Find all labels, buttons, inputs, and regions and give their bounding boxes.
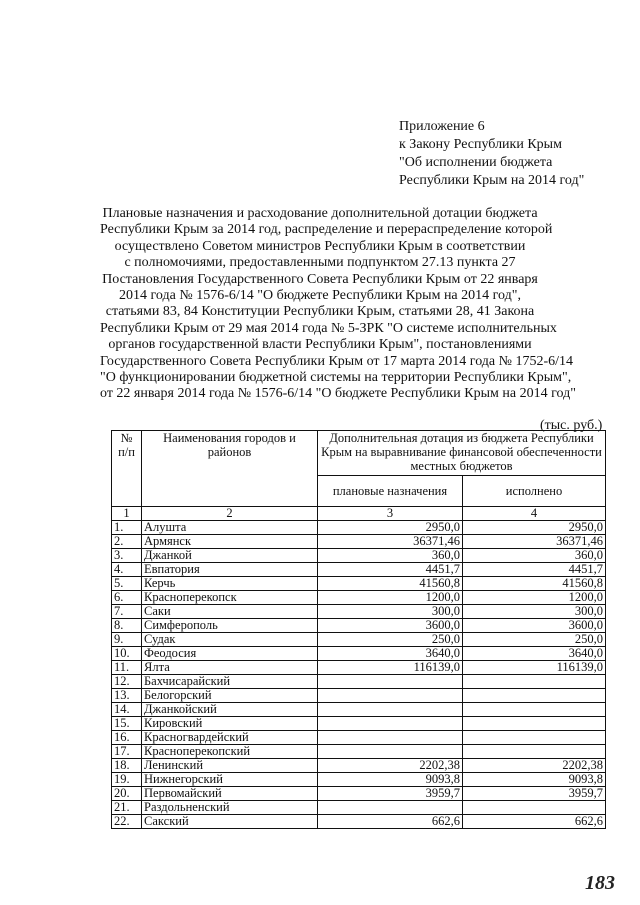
row-name: Армянск — [142, 535, 318, 549]
appendix-line: Республики Крым на 2014 год" — [399, 173, 585, 188]
row-planned: 3600,0 — [318, 619, 463, 633]
row-number: 16. — [112, 731, 142, 745]
header-executed: исполнено — [463, 476, 606, 507]
row-planned: 662,6 — [318, 815, 463, 829]
row-number: 7. — [112, 605, 142, 619]
row-executed: 9093,8 — [463, 773, 606, 787]
row-name: Керчь — [142, 577, 318, 591]
table-row — [112, 689, 606, 703]
row-name: Бахчисарайский — [142, 675, 318, 689]
header-name: Наименования городов и районов — [142, 431, 318, 507]
row-number: 11. — [112, 661, 142, 675]
table-row — [112, 535, 606, 549]
document-title — [100, 206, 576, 403]
row-executed: 116139,0 — [463, 661, 606, 675]
table-row — [112, 815, 606, 829]
row-executed: 360,0 — [463, 549, 606, 563]
row-planned: 116139,0 — [318, 661, 463, 675]
row-planned: 300,0 — [318, 605, 463, 619]
row-planned: 36371,46 — [318, 535, 463, 549]
column-number: 1 — [112, 507, 142, 521]
row-name: Нижнегорский — [142, 773, 318, 787]
row-name: Первомайский — [142, 787, 318, 801]
row-name: Ялта — [142, 661, 318, 675]
table-row — [112, 801, 606, 815]
table-row — [112, 675, 606, 689]
row-executed: 2950,0 — [463, 521, 606, 535]
appendix-line: к Закону Республики Крым — [399, 137, 562, 152]
table-row — [112, 549, 606, 563]
row-planned — [318, 717, 463, 731]
title-line: органов государственной власти Республики Крым", постановлениями — [108, 337, 532, 353]
row-executed: 300,0 — [463, 605, 606, 619]
row-number: 15. — [112, 717, 142, 731]
table-row — [112, 759, 606, 773]
row-name: Раздольненский — [142, 801, 318, 815]
row-number: 18. — [112, 759, 142, 773]
row-name: Красноперекопский — [142, 745, 318, 759]
table-row — [112, 605, 606, 619]
table-row — [112, 633, 606, 647]
title-line: Постановления Государственного Совета Республики Крым от 22 января — [102, 271, 538, 287]
row-planned: 1200,0 — [318, 591, 463, 605]
table-row — [112, 577, 606, 591]
table-row — [112, 591, 606, 605]
row-executed: 3640,0 — [463, 647, 606, 661]
row-executed — [463, 745, 606, 759]
row-executed: 2202,38 — [463, 759, 606, 773]
row-planned — [318, 675, 463, 689]
row-number: 14. — [112, 703, 142, 717]
row-planned: 360,0 — [318, 549, 463, 563]
title-line: 2014 года № 1576-6/14 "О бюджете Республики Крым на 2014 год", — [119, 288, 521, 304]
row-name: Судак — [142, 633, 318, 647]
row-planned: 2950,0 — [318, 521, 463, 535]
title-line: статьями 83, 84 Конституции Республики Крым, статьями 28, 41 Закона — [105, 304, 535, 320]
table-row — [112, 787, 606, 801]
row-planned — [318, 703, 463, 717]
column-number: 2 — [142, 507, 318, 521]
row-executed — [463, 689, 606, 703]
row-executed: 1200,0 — [463, 591, 606, 605]
row-name: Ленинский — [142, 759, 318, 773]
row-name: Красноперекопск — [142, 591, 318, 605]
table-row — [112, 745, 606, 759]
row-number: 5. — [112, 577, 142, 591]
title-line: осуществлено Советом министров Республики Крым в соответствии — [114, 238, 526, 254]
row-number: 17. — [112, 745, 142, 759]
appendix-block — [399, 118, 584, 190]
page-number: 183 — [585, 872, 615, 894]
row-executed: 3600,0 — [463, 619, 606, 633]
row-name: Белогорский — [142, 689, 318, 703]
row-number: 22. — [112, 815, 142, 829]
table-row — [112, 717, 606, 731]
row-planned: 3959,7 — [318, 787, 463, 801]
row-executed: 662,6 — [463, 815, 606, 829]
header-planned: плановые назначения — [318, 476, 463, 507]
row-planned — [318, 801, 463, 815]
row-executed: 250,0 — [463, 633, 606, 647]
title-line: Плановые назначения и расходование дополнительной дотации бюджета — [102, 206, 538, 221]
row-planned: 4451,7 — [318, 563, 463, 577]
units-label: (тыс. руб.) — [540, 418, 603, 433]
row-planned: 250,0 — [318, 633, 463, 647]
subsidy-table — [111, 430, 606, 829]
table-row — [112, 661, 606, 675]
header-number: № п/п — [112, 431, 142, 507]
row-number: 21. — [112, 801, 142, 815]
row-number: 9. — [112, 633, 142, 647]
row-number: 1. — [112, 521, 142, 535]
table-row — [112, 731, 606, 745]
title-line: Республики Крым за 2014 год, распределение и перераспределение которой — [100, 222, 553, 238]
row-number: 8. — [112, 619, 142, 633]
row-planned — [318, 731, 463, 745]
title-line: "О функционировании бюджетной системы на территории Республики Крым", — [100, 370, 572, 386]
title-line: от 22 января 2014 года № 1576-6/14 "О бюджете Республики Крым на 2014 год" — [100, 386, 576, 402]
table-row — [112, 563, 606, 577]
row-name: Джанкойский — [142, 703, 318, 717]
row-planned: 41560,8 — [318, 577, 463, 591]
row-name: Сакский — [142, 815, 318, 829]
column-number: 3 — [318, 507, 463, 521]
table-row — [112, 521, 606, 535]
appendix-line: Приложение 6 — [399, 119, 485, 134]
table-row — [112, 773, 606, 787]
row-planned — [318, 745, 463, 759]
row-number: 3. — [112, 549, 142, 563]
row-executed — [463, 801, 606, 815]
row-executed — [463, 717, 606, 731]
row-number: 13. — [112, 689, 142, 703]
row-planned: 9093,8 — [318, 773, 463, 787]
row-executed: 36371,46 — [463, 535, 606, 549]
title-line: Государственного Совета Республики Крым от 17 марта 2014 года № 1752-6/14 — [100, 353, 574, 369]
row-planned — [318, 689, 463, 703]
header-subsidy-group: Дополнительная дотация из бюджета Республики Крым на выравнивание финансовой обеспеченности местных бюджетов — [318, 431, 606, 476]
row-executed: 41560,8 — [463, 577, 606, 591]
row-planned: 3640,0 — [318, 647, 463, 661]
row-planned: 2202,38 — [318, 759, 463, 773]
row-executed — [463, 731, 606, 745]
row-executed — [463, 675, 606, 689]
row-number: 2. — [112, 535, 142, 549]
row-number: 4. — [112, 563, 142, 577]
column-number: 4 — [463, 507, 606, 521]
row-number: 6. — [112, 591, 142, 605]
row-name: Красногвардейский — [142, 731, 318, 745]
row-number: 19. — [112, 773, 142, 787]
row-number: 10. — [112, 647, 142, 661]
row-number: 12. — [112, 675, 142, 689]
table-row — [112, 703, 606, 717]
row-name: Кировский — [142, 717, 318, 731]
row-name: Джанкой — [142, 549, 318, 563]
row-number: 20. — [112, 787, 142, 801]
row-executed — [463, 703, 606, 717]
title-line: с полномочиями, предоставленными подпунктом 27.13 пункта 27 — [124, 255, 516, 271]
row-executed: 4451,7 — [463, 563, 606, 577]
row-name: Саки — [142, 605, 318, 619]
row-name: Алушта — [142, 521, 318, 535]
appendix-line: "Об исполнении бюджета — [399, 155, 553, 170]
row-name: Симферополь — [142, 619, 318, 633]
title-line: Республики Крым от 29 мая 2014 года № 5-ЗРК "О системе исполнительных — [100, 320, 557, 336]
row-executed: 3959,7 — [463, 787, 606, 801]
row-name: Евпатория — [142, 563, 318, 577]
table-row — [112, 647, 606, 661]
table-row — [112, 619, 606, 633]
row-name: Феодосия — [142, 647, 318, 661]
